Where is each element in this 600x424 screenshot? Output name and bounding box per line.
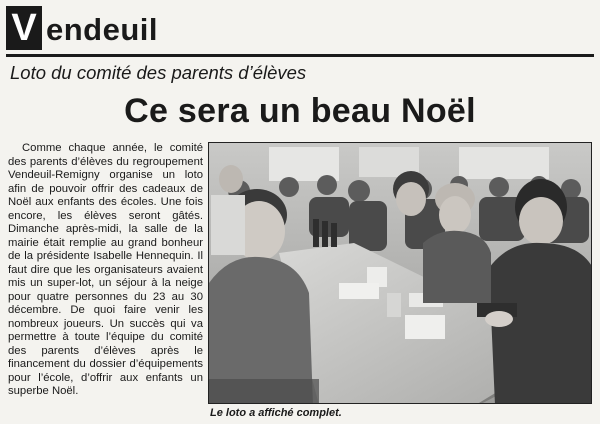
event-photo [208,142,592,404]
photo-caption: Le loto a affiché complet. [210,407,342,419]
headline: Ce sera un beau Noël [124,92,476,130]
section-header [6,6,594,58]
kicker: Loto du comité des parents d’élèves [10,62,307,83]
place-name: endeuil [46,12,159,47]
header-rule [6,54,594,57]
place-initial-block: V [6,6,42,50]
article-body: Comme chaque année, le comité des parents d’élèves du regroupement Vendeuil-Remigny organise un loto afin de pouvoir offrir des cadeaux de Noël aux enfants des écoles. Une fois encore, les élèves seront gâtés. Dimanche après-midi, la salle de la mairie était remplie au grand bonheur de la présidente Isabelle Hennequin. Il faut dire que les organisateurs avaient mis un super-lot, un séjour à la neige pour quatre personnes du 23 au 30 décembre. De quoi faire venir les nombreux joueurs. Un succès qui va permettre à toute l’équipe du comité des parents d’élèves après le financement du dossier d’équipements pour l’école, d’offrir aux enfants un superbe Noël. [8,142,203,397]
photo-illustration [209,143,592,404]
